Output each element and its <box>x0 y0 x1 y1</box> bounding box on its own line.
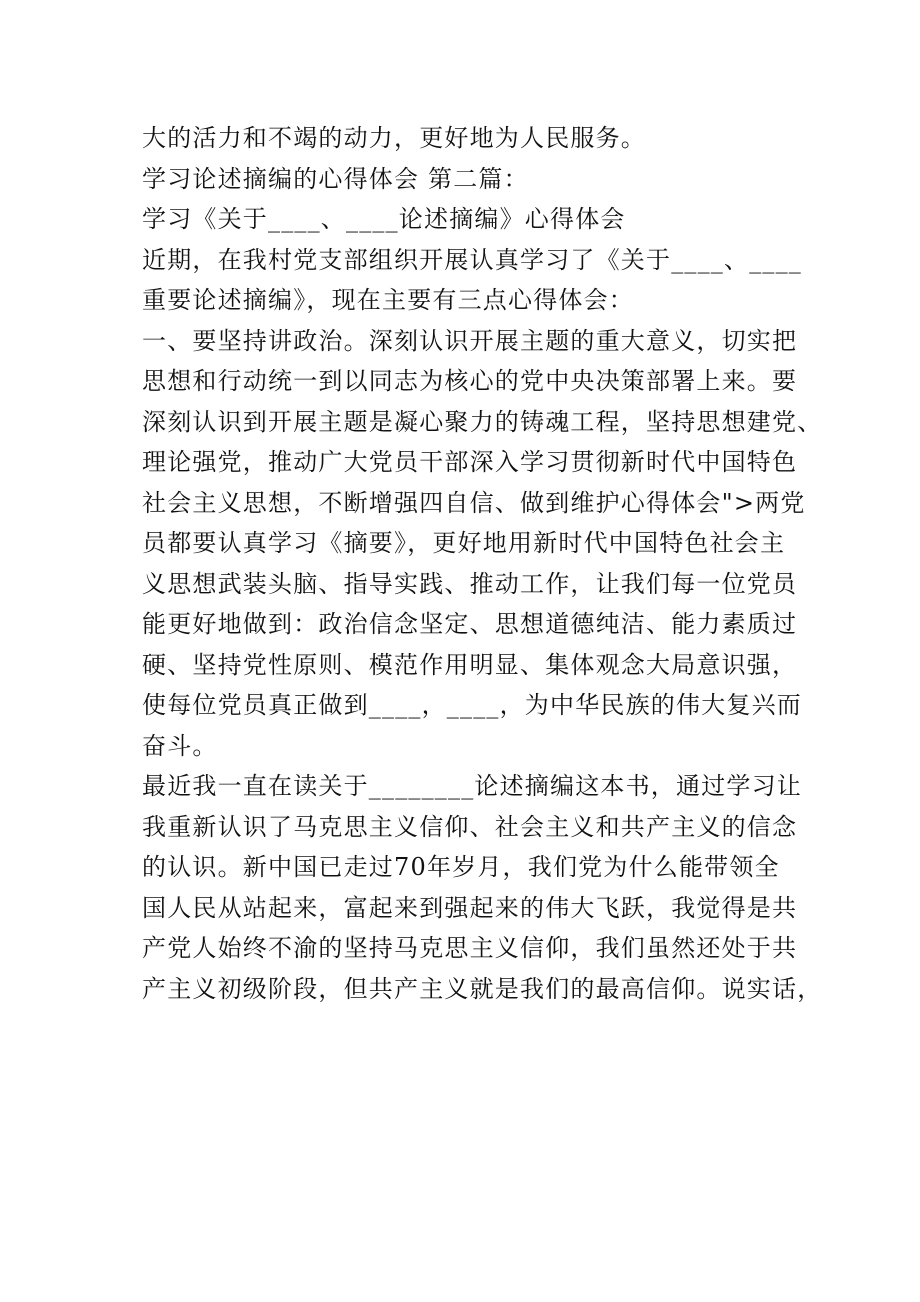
document-body <box>142 118 823 1009</box>
text-line: 员都要认真学习《摘要》，更好地用新时代中国特色社会主 <box>142 529 786 557</box>
text-line: 深刻认识到开展主题是凝心聚力的铸魂工程，坚持思想建党、 <box>142 407 823 436</box>
text-line: 我重新认识了马克思主义信仰、社会主义和共产主义的信念 <box>142 812 798 841</box>
text-line: 奋斗。 <box>142 731 218 760</box>
text-line: 能更好地做到：政治信念坚定、思想道德纯洁、能力素质过 <box>142 610 798 638</box>
text-line: 社会主义思想，不断增强四自信、做到维护心得体会">两党 <box>142 488 806 517</box>
section-heading: 学习论述摘编的心得体会 第二篇： <box>142 164 529 193</box>
text-line: 义思想武装头脑、指导实践、推动工作，让我们每一位党员 <box>142 569 798 598</box>
text-line: 近期，在我村党支部组织开展认真学习了《关于____、____ <box>142 245 802 274</box>
text-line: 理论强党，推动广大党员干部深入学习贯彻新时代中国特色 <box>142 448 798 476</box>
article-title: 学习《关于____、____论述摘编》心得体会 <box>142 205 626 233</box>
text-line: 重要论述摘编》，现在主要有三点心得体会： <box>142 286 634 314</box>
text-line: 国人民从站起来，富起来到强起来的伟大飞跃，我觉得是共 <box>142 893 798 922</box>
text-line: 思想和行动统一到以同志为核心的党中央决策部署上来。要 <box>142 367 798 395</box>
text-line: 产主义初级阶段，但共产主义就是我们的最高信仰。说实话， <box>142 974 823 1003</box>
text-line: 一、要坚持讲政治。深刻认识开展主题的重大意义，切实把 <box>142 326 798 355</box>
text-line: 的认识。新中国已走过70年岁月，我们党为什么能带领全 <box>142 853 780 881</box>
text-line: 最近我一直在读关于________论述摘编这本书，通过学习让 <box>142 772 802 800</box>
text-line: 大的活力和不竭的动力，更好地为人民服务。 <box>142 124 646 152</box>
text-line: 使每位党员真正做到____，____，为中华民族的伟大复兴而 <box>142 691 802 719</box>
text-line: 产党人始终不渝的坚持马克思主义信仰，我们虽然还处于共 <box>142 934 798 962</box>
text-line: 硬、坚持党性原则、模范作用明显、集体观念大局意识强， <box>142 650 798 679</box>
